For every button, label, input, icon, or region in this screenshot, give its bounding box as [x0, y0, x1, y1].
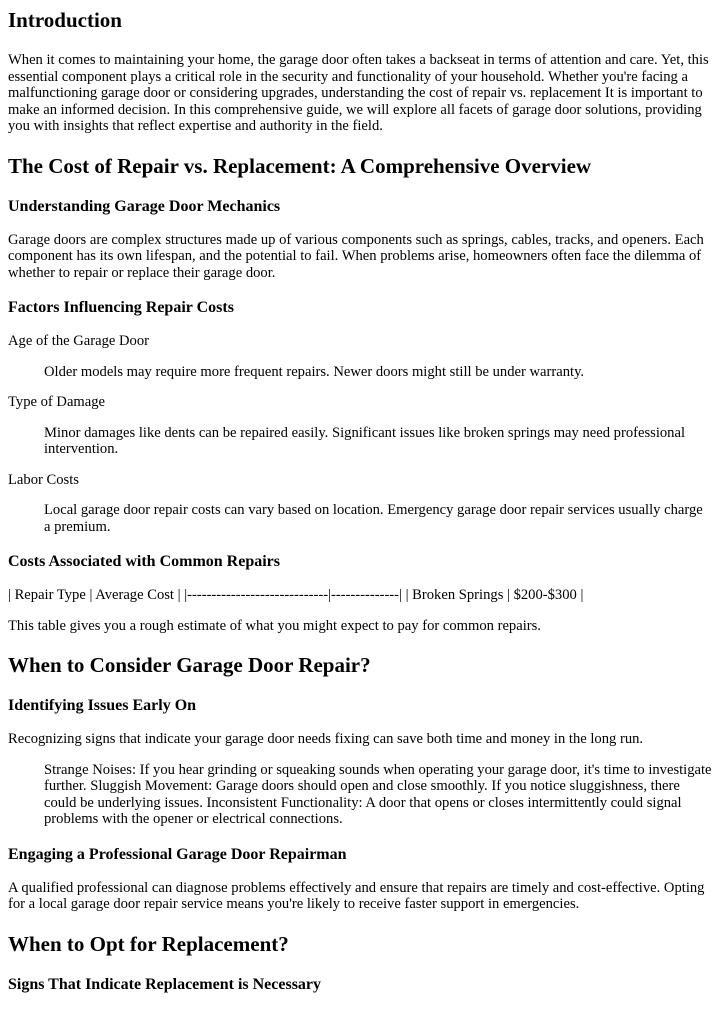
professional-paragraph: A qualified professional can diagnose problems effectively and ensure that repairs are timely and cost-effective. Opting for a local garage door repair service means you're likely to receive faster support in emergencies.: [8, 879, 705, 912]
early-issues-paragraph: Recognizing signs that indicate your garage door needs fixing can save both time and money in the long run.: [8, 731, 644, 747]
costs-table-text: | Repair Type | Average Cost | |-----------------------------|--------------| | Broken Springs | $200-$300 |: [8, 587, 584, 603]
factor-description: Older models may require more frequent repairs. Newer doors might still be under warranty.: [44, 363, 585, 380]
mechanics-paragraph: Garage doors are complex structures made up of various components such as springs, cables, tracks, and openers. Each component has its own lifespan, and the potential to fail. When problems arise, homeowners often face the dilemma of whether to repair or replace their garage door.: [8, 231, 704, 281]
early-issues-heading: Identifying Issues Early On: [8, 697, 197, 714]
costs-note: This table gives you a rough estimate of what you might expect to pay for common repairs.: [8, 617, 541, 634]
replacement-signs-heading: Signs That Indicate Replacement is Necessary: [8, 975, 322, 993]
factor-description: Local garage door repair costs can vary based on location. Emergency garage door repair services usually charge a premium.: [44, 502, 703, 535]
repair-heading: When to Consider Garage Door Repair?: [8, 653, 371, 677]
replacement-heading: When to Opt for Replacement?: [8, 931, 289, 956]
costs-heading: Costs Associated with Common Repairs: [8, 553, 280, 570]
factor-description: Minor damages like dents can be repaired easily. Significant issues like broken springs may need professional intervention.: [44, 424, 686, 457]
factor-term: Type of Damage: [8, 394, 106, 410]
factor-term: Labor Costs: [8, 471, 79, 488]
early-issues-list: Strange Noises: If you hear grinding or squeaking sounds when operating your garage door, it's time to investigate further. Sluggish Movement: Garage doors should open and close smoothly. If you notice sluggishness, there could be underlying issues. Inconsistent Functionality: A door that opens or closes intermittently could signal problems with the opener or electrical connections.: [44, 761, 712, 827]
professional-heading: Engaging a Professional Garage Door Repairman: [8, 845, 347, 863]
intro-heading: Introduction: [8, 8, 122, 32]
factor-term: Age of the Garage Door: [8, 333, 150, 349]
intro-paragraph: When it comes to maintaining your home, the garage door often takes a backseat in terms of attention and care. Yet, this essential component plays a critical role in the security and functionality of your household. Whether you're facing a malfunctioning garage door or considering upgrades, understanding the cost of repair vs. replacement It is important to make an informed decision. In this comprehensive guide, we will explore all facets of garage door solutions, providing you with insights that reflect expertise and authority in the field.: [8, 52, 709, 134]
mechanics-heading: Understanding Garage Door Mechanics: [8, 197, 281, 215]
overview-heading: The Cost of Repair vs. Replacement: A Comprehensive Overview: [8, 153, 592, 178]
factors-list: [8, 333, 712, 535]
factors-heading: Factors Influencing Repair Costs: [8, 299, 234, 316]
